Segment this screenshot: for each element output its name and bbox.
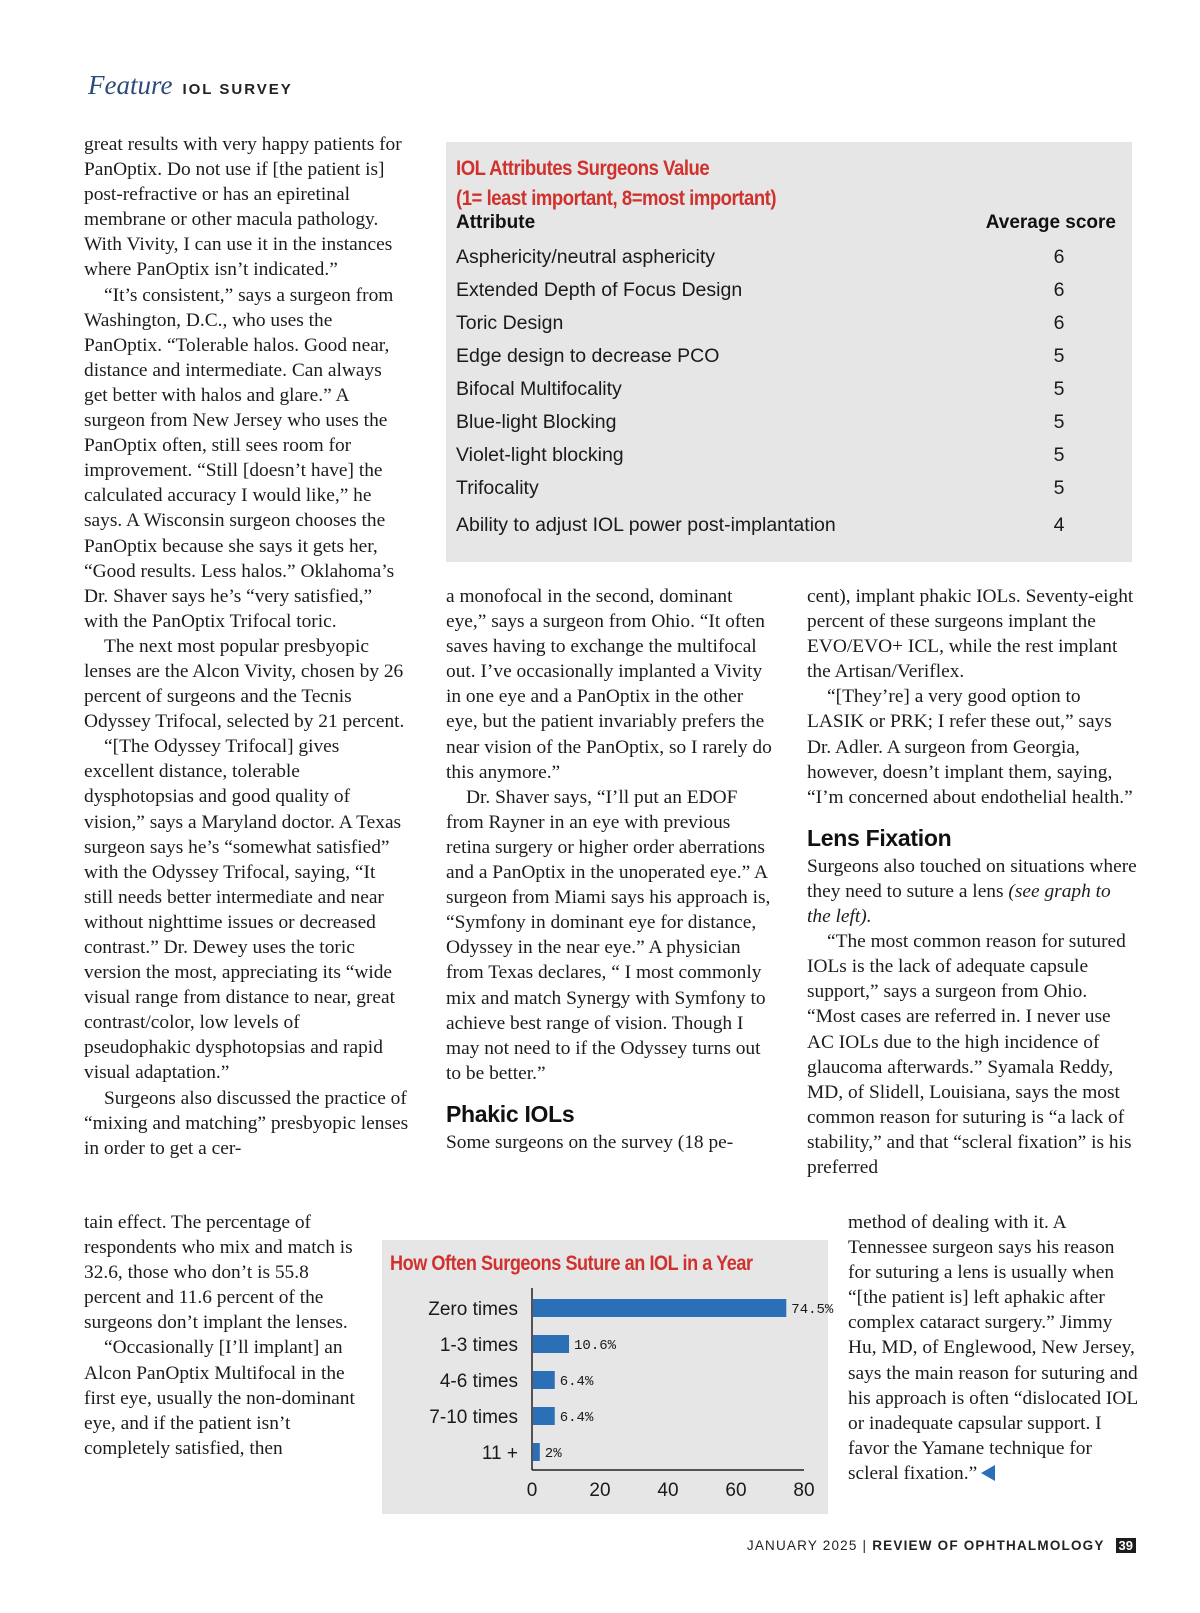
x-tick-label: 20 <box>589 1480 611 1501</box>
paragraph: a monofocal in the second, dominant eye,” says a surgeon from Ohio. “It often saves having to exchange the multifocal out. I’ve occasionally implanted a Vivity in one eye and a PanOptix in the other eye, but the patient invariably prefers the near vision of the PanOptix, so I rarely do this anymore.” <box>446 586 772 783</box>
paragraph <box>848 1210 1138 1486</box>
score-cell: 6 <box>1053 246 1065 268</box>
footer-separator: | <box>862 1538 868 1553</box>
article-column-2 <box>446 584 776 1155</box>
x-tick-label: 40 <box>657 1480 679 1501</box>
paragraph: cent), implant phakic IOLs. Seventy-eight percent of these surgeons implant the EVO/EVO+ ICL, while the rest implant the Artisan/Veriflex. <box>807 586 1134 683</box>
article-column-3-continued <box>848 1210 1138 1486</box>
paragraph: “It’s consistent,” says a surgeon from Washington, D.C., who uses the PanOptix. “Tolerable halos. Good near, distance and intermediate. Can always get better with halos and glare.” A surgeon from New Jersey who uses the PanOptix often, still sees room for improvement. “Still [doesn’t have] the calculated accuracy I would like,” he says. A Wisconsin surgeon chooses the PanOptix because she says it gets her, “Good results. Less halos.” Oklahoma’s Dr. Shaver says he’s “very satisfied,” with the PanOptix Trifocal toric. <box>84 284 395 632</box>
paragraph-text: Surgeons also touched on situations where they need to suture a lens <box>807 855 1137 902</box>
bar <box>533 1407 555 1425</box>
paragraph: “[The Odyssey Trifocal] gives excellent distance, tolerable dysphotopsias and good quality of vision,” says a Maryland doctor. A Texas surgeon says he’s “somewhat satisfied” with the Odyssey Trifocal, saying, “It still needs better intermediate and near without nighttime issues or decreased contrast.” Dr. Dewey uses the toric version the most, appreciating its “wide visual range from distance to near, great contrast/color, low levels of pseudophakic dysphotopsias and rapid visual adaptation.” <box>84 736 402 1084</box>
attribute-cell: Violet-light blocking <box>456 444 624 466</box>
category-label: 1-3 times <box>439 1335 518 1356</box>
article-column-1 <box>84 132 409 1161</box>
paragraph: The next most popular presbyopic lenses are the Alcon Vivity, chosen by 26 percent of surgeons and the Tecnis Odyssey Trifocal, selected by 21 percent. <box>84 635 405 733</box>
paragraph: “[They’re] a very good option to LASIK or PRK; I refer these out,” says Dr. Adler. A surgeon from Georgia, however, doesn’t implant them, saying, “I’m concerned about endothelial health.” <box>807 686 1133 808</box>
iol-attributes-table <box>446 142 1132 562</box>
end-mark-icon <box>981 1465 995 1481</box>
score-cell: 6 <box>1053 279 1065 301</box>
chart-plot <box>382 1240 834 1514</box>
attribute-cell: Blue-light Blocking <box>456 411 617 433</box>
data-label: 74.5% <box>791 1302 834 1318</box>
table-row <box>456 411 1116 434</box>
category-label: 7-10 times <box>429 1407 518 1428</box>
page-header <box>88 70 293 101</box>
table-title <box>456 154 776 214</box>
paragraph: Surgeons also discussed the practice of “mixing and matching” presbyopic lenses in order to get a cer- <box>84 1087 409 1159</box>
data-label: 2% <box>544 1446 562 1462</box>
attribute-cell: Extended Depth of Focus Design <box>456 279 743 301</box>
table-row <box>456 514 1116 537</box>
table-row <box>456 279 1116 302</box>
section-heading-lens-fixation: Lens Fixation <box>807 824 952 851</box>
table-row <box>456 444 1116 467</box>
data-label: 6.4% <box>559 1374 594 1390</box>
paragraph: “The most common reason for sutured IOLs is the lack of adequate capsule support,” says a surgeon from Ohio. “Most cases are referred in. I never use AC IOLs due to the high incidence of glaucoma afterwards.” Syamala Reddy, MD, of Slidell, Louisiana, says the most common reason for suturing is “a lack of stability,” and that “scleral fixation” is his preferred <box>807 931 1132 1178</box>
category-label: Zero times <box>428 1299 518 1320</box>
attribute-cell: Trifocality <box>456 477 539 499</box>
attribute-cell: Toric Design <box>456 312 564 334</box>
attribute-cell: Edge design to decrease PCO <box>456 345 720 367</box>
topic-label: IOL SURVEY <box>182 81 293 98</box>
paragraph: Dr. Shaver says, “I’ll put an EDOF from Rayner in an eye with previous retina surgery or higher order aberrations and a PanOptix in the unoperated eye.” A surgeon from Miami says his approach is, “Symfony in dominant eye for distance, Odyssey in the near eye.” A physician from Texas declares, “ I most commonly mix and match Synergy with Symfony to achieve best range of vision. Though I may not need to if the Odyssey turns out to be better.” <box>446 786 771 1084</box>
paragraph <box>807 854 1137 929</box>
paragraph: Some surgeons on the survey (18 pe- <box>446 1131 734 1153</box>
category-label: 11 + <box>481 1443 518 1464</box>
data-label: 10.6% <box>574 1338 617 1354</box>
attribute-cell: Ability to adjust IOL power post-implantation <box>456 514 836 536</box>
page-number: 39 <box>1116 1538 1136 1553</box>
table-title-line: IOL Attributes Surgeons Value <box>456 157 710 180</box>
article-column-3 <box>807 584 1137 1180</box>
attribute-cell: Asphericity/neutral asphericity <box>456 246 716 268</box>
suture-frequency-chart <box>382 1240 834 1514</box>
paragraph-text: method of dealing with it. A Tennessee surgeon says his reason for suturing a lens is usually when “[the patient is] left aphakic after complex cataract surgery.” Jimmy Hu, MD, of Englewood, New Jersey, says the main reason for suturing and his approach is often “dislocated IOL or inadequate capsular support. I favor the Yamane technique for scleral fixation.” <box>848 1212 1138 1484</box>
section-heading-phakic: Phakic IOLs <box>446 1100 575 1127</box>
table-row <box>456 378 1116 401</box>
bar <box>533 1335 569 1353</box>
table-title-subline: (1= least important, 8=most important) <box>456 187 777 210</box>
attribute-cell: Bifocal Multifocality <box>456 378 622 400</box>
article-column-1-continued <box>84 1210 359 1461</box>
chart-title: How Often Surgeons Suture an IOL in a Year <box>390 1252 753 1275</box>
score-cell: 4 <box>1053 514 1065 536</box>
paragraph: tain effect. The percentage of respondents who mix and match is 32.6, those who don’t is 55.8 percent and 11.6 percent of the surgeons don’t implant the lenses. <box>84 1212 353 1334</box>
bar <box>533 1443 540 1461</box>
column-header-score: Average score <box>985 212 1116 233</box>
paragraph: great results with very happy patients for PanOptix. Do not use if [the patient is] post-refractive or has an epiretinal membrane or other macula pathology. With Vivity, I can use it in the instances where PanOptix isn’t indicated.” <box>84 134 402 281</box>
magazine-name: REVIEW OF OPHTHALMOLOGY <box>872 1538 1105 1553</box>
score-cell: 6 <box>1053 312 1065 334</box>
category-label: 4-6 times <box>439 1371 518 1392</box>
data-label: 6.4% <box>559 1410 594 1426</box>
issue-date: JANUARY 2025 <box>746 1538 858 1553</box>
score-cell: 5 <box>1053 378 1065 400</box>
page-footer <box>747 1538 1136 1553</box>
section-label: Feature <box>88 70 173 100</box>
column-header-attribute: Attribute <box>456 212 536 233</box>
score-cell: 5 <box>1053 411 1065 433</box>
x-tick-label: 60 <box>725 1480 747 1501</box>
table-row <box>456 345 1116 368</box>
table-header-row <box>456 212 1116 234</box>
x-tick-label: 80 <box>793 1480 815 1501</box>
bar <box>533 1371 555 1389</box>
score-cell: 5 <box>1053 477 1065 499</box>
score-cell: 5 <box>1053 345 1065 367</box>
graph-reference: (see graph to the left). <box>807 880 1111 928</box>
table-row <box>456 477 1116 500</box>
score-cell: 5 <box>1053 444 1065 466</box>
paragraph: “Occasionally [I’ll implant] an Alcon PanOptix Multifocal in the first eye, usually the non-dominant eye, and if the patient isn’t completely satisfied, then <box>84 1337 355 1459</box>
x-tick-label: 0 <box>526 1480 538 1501</box>
table-row <box>456 246 1116 269</box>
table-row <box>456 312 1116 335</box>
bar <box>533 1299 786 1317</box>
